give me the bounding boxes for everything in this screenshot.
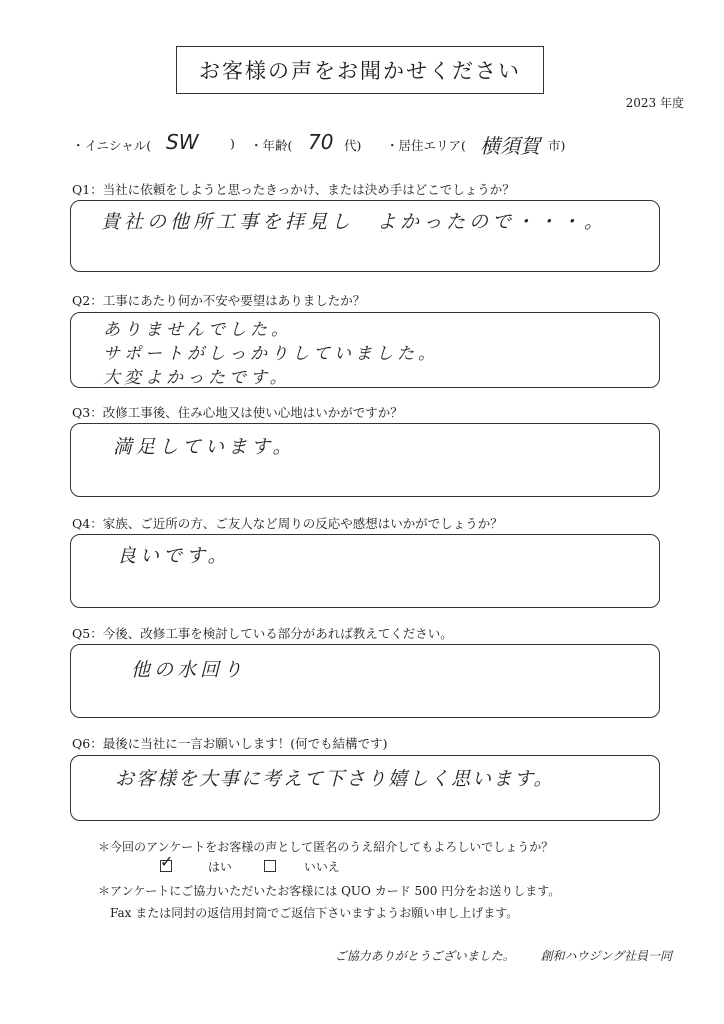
consent-no-label: いいえ (303, 860, 340, 874)
age-value: 70 (308, 130, 334, 154)
answer-3-line-1: 満足しています。 (113, 436, 296, 458)
area-label: ・居住エリア( (386, 138, 466, 153)
consent-yes-label: はい (207, 860, 232, 874)
initial-value: SW (166, 130, 199, 154)
question-2-label: Q2：工事にあたり何か不安や要望はありましたか？ (72, 293, 366, 308)
question-6-label: Q6：最後に当社に一言お願いします！(何でも結構です) (72, 736, 388, 751)
answer-box-1 (70, 200, 660, 272)
respondent-info (72, 130, 672, 160)
initial-close: ) (230, 136, 235, 151)
footer-company: 創和ハウジング社員一同 (540, 949, 672, 963)
answer-2-line-2: サポートがしっかりしていました。 (103, 344, 439, 364)
age-suffix: 代) (344, 138, 362, 153)
checkmark-icon: ✓ (160, 852, 174, 871)
page-title-text: お客様の声をお聞かせください (199, 59, 521, 83)
question-4-label: Q4：家族、ご近所の方、ご友人など周りの反応や感想はいかがでしょうか？ (72, 516, 503, 531)
footer (313, 947, 672, 964)
consent-question: ＊今回のアンケートをお客様の声として匿名のうえ紹介してもよろしいでしょうか？ (98, 840, 554, 854)
answer-5-line-1: 他の水回り (131, 659, 247, 681)
consent-yes-option[interactable] (160, 852, 232, 875)
answer-4-line-1: 良いです。 (117, 545, 231, 567)
initial-label: ・イニシャル( (72, 138, 152, 153)
page-title (176, 46, 544, 94)
answer-box-5 (70, 644, 660, 718)
answer-1-line-1: 貴社の他所工事を拝見し よかったので・・・。 (101, 211, 608, 233)
area-suffix: 市) (548, 138, 566, 153)
answer-2-line-1: ありませんでした。 (103, 320, 292, 340)
answer-box-3 (70, 423, 660, 497)
checkbox-no[interactable] (264, 860, 276, 872)
fax-note: Fax または同封の返信用封筒でご返信下さいますようお願い申し上げます。 (110, 906, 519, 920)
answer-6-line-1: お客様を大事に考えて下さり嬉しく思います。 (115, 768, 555, 790)
question-5-label: Q5：今後、改修工事を検討している部分があれば教えてください。 (72, 626, 453, 641)
question-3-label: Q3：改修工事後、住み心地又は使い心地はいかがですか？ (72, 405, 403, 420)
area-value: 横須賀 (480, 134, 540, 158)
answer-box-2 (70, 312, 660, 388)
checkbox-yes[interactable] (160, 852, 174, 872)
footer-thanks: ご協力ありがとうございました。 (334, 949, 515, 963)
answer-2-line-3: 大変よかったです。 (103, 368, 291, 388)
consent-no-option[interactable] (264, 858, 340, 875)
answer-box-4 (70, 534, 660, 608)
year-label: 2023 年度 (625, 96, 684, 110)
age-label: ・年齢( (250, 138, 293, 153)
quo-card-note: ＊アンケートにご協力いただいたお客様には QUO カード 500 円分をお送りします。 (98, 884, 561, 898)
answer-box-6 (70, 755, 660, 821)
question-1-label: Q1：当社に依頼をしようと思ったきっかけ、または決め手はどこでしょうか？ (72, 182, 515, 197)
